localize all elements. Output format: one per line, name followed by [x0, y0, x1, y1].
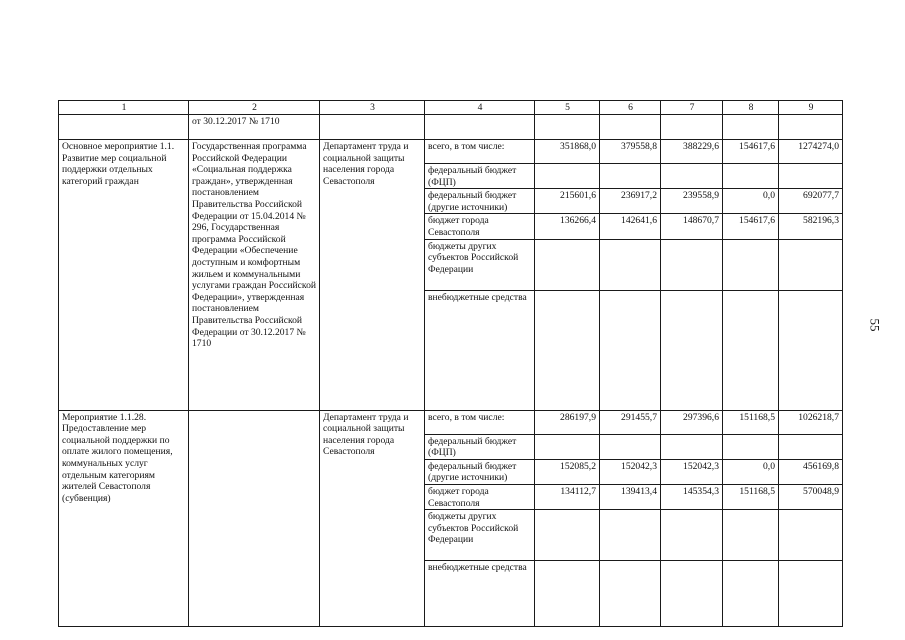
amount-cell: 297396,6: [661, 410, 723, 434]
amount-cell: [723, 434, 779, 459]
amount-cell: [600, 510, 661, 561]
column-number: 7: [661, 101, 723, 115]
amount-cell: [661, 164, 723, 189]
amount-cell: [723, 510, 779, 561]
column-number: 1: [59, 101, 189, 115]
amount-cell: [535, 239, 600, 290]
amount-cell: [600, 434, 661, 459]
amount-cell: [600, 164, 661, 189]
program-block: [59, 410, 843, 627]
column-number: 5: [535, 101, 600, 115]
column-number: 6: [600, 101, 661, 115]
amount-cell: [723, 164, 779, 189]
column-number: 8: [723, 101, 779, 115]
amount-cell: [779, 510, 843, 561]
amount-cell: 456169,8: [779, 459, 843, 484]
column-number: 9: [779, 101, 843, 115]
amount-cell: [779, 290, 843, 410]
amount-cell: [535, 561, 600, 627]
amount-cell: [600, 239, 661, 290]
amount-cell: 215601,6: [535, 189, 600, 214]
column-number: 4: [425, 101, 535, 115]
program-block: [59, 140, 843, 411]
funding-source: бюджет города Севастополя: [425, 214, 535, 239]
amount-cell: 142641,6: [600, 214, 661, 239]
amount-cell: 570048,9: [779, 484, 843, 509]
amount-cell: [535, 510, 600, 561]
amount-cell: 1026218,7: [779, 410, 843, 434]
continued-doc-reference: от 30.12.2017 № 1710: [189, 115, 320, 140]
amount-cell: 145354,3: [661, 484, 723, 509]
executor: Департамент труда и социальной защиты населения города Севастополя: [320, 140, 425, 411]
amount-cell: 0,0: [723, 459, 779, 484]
amount-cell: 0,0: [723, 189, 779, 214]
amount-cell: 152085,2: [535, 459, 600, 484]
amount-cell: [661, 239, 723, 290]
legal-basis: Государственная программа Российской Федерации «Социальная поддержка граждан», утвержденная постановлением Правительства Российской Федерации от 15.04.2014 № 296, Государственная программа Российской Федерации «Обеспечение доступным и комфортным жильем и коммунальными услугами граждан Российской Федерации», утвержденная постановлением Правительства Российской Федерации от 30.12.2017 № 1710: [189, 140, 320, 411]
amount-cell: 151168,5: [723, 484, 779, 509]
amount-cell: 291455,7: [600, 410, 661, 434]
funding-source: бюджет города Севастополя: [425, 484, 535, 509]
funding-source: бюджеты других субъектов Российской Федерации: [425, 239, 535, 290]
amount-cell: 152042,3: [661, 459, 723, 484]
amount-cell: 286197,9: [535, 410, 600, 434]
amount-cell: 134112,7: [535, 484, 600, 509]
amount-cell: [779, 164, 843, 189]
table-row: [59, 140, 843, 164]
amount-cell: 136266,4: [535, 214, 600, 239]
amount-cell: [535, 290, 600, 410]
amount-cell: 379558,8: [600, 140, 661, 164]
amount-cell: [535, 164, 600, 189]
amount-cell: 236917,2: [600, 189, 661, 214]
amount-cell: 154617,6: [723, 140, 779, 164]
funding-source: всего, в том числе:: [425, 410, 535, 434]
amount-cell: 152042,3: [600, 459, 661, 484]
amount-cell: [723, 239, 779, 290]
amount-cell: 692077,7: [779, 189, 843, 214]
amount-cell: [723, 561, 779, 627]
event-name: Мероприятие 1.1.28. Предоставление мер социальной поддержки по оплате жилого помещения, коммунальных услуг отдельным категориям жителей Севастополя (субвенция): [59, 410, 189, 627]
continuation-row: [59, 115, 843, 140]
amount-cell: 154617,6: [723, 214, 779, 239]
amount-cell: [600, 561, 661, 627]
amount-cell: [723, 290, 779, 410]
amount-cell: [779, 434, 843, 459]
page-number: 55: [867, 318, 883, 332]
amount-cell: 388229,6: [661, 140, 723, 164]
legal-basis: [189, 410, 320, 627]
amount-cell: 148670,7: [661, 214, 723, 239]
amount-cell: 351868,0: [535, 140, 600, 164]
budget-table: [58, 100, 843, 627]
funding-source: федеральный бюджет (другие источники): [425, 459, 535, 484]
amount-cell: [661, 561, 723, 627]
amount-cell: 239558,9: [661, 189, 723, 214]
funding-source: внебюджетные средства: [425, 290, 535, 410]
amount-cell: 582196,3: [779, 214, 843, 239]
amount-cell: [661, 290, 723, 410]
column-number: 2: [189, 101, 320, 115]
funding-source: внебюджетные средства: [425, 561, 535, 627]
funding-source: федеральный бюджет (ФЦП): [425, 164, 535, 189]
funding-source: федеральный бюджет (ФЦП): [425, 434, 535, 459]
funding-source: бюджеты других субъектов Российской Федерации: [425, 510, 535, 561]
funding-source: федеральный бюджет (другие источники): [425, 189, 535, 214]
executor: Департамент труда и социальной защиты населения города Севастополя: [320, 410, 425, 627]
event-name: Основное мероприятие 1.1. Развитие мер социальной поддержки отдельных категорий граждан: [59, 140, 189, 411]
table-row: [59, 410, 843, 434]
amount-cell: 151168,5: [723, 410, 779, 434]
amount-cell: [779, 239, 843, 290]
amount-cell: [661, 434, 723, 459]
amount-cell: [535, 434, 600, 459]
amount-cell: 1274274,0: [779, 140, 843, 164]
column-number: 3: [320, 101, 425, 115]
amount-cell: [779, 561, 843, 627]
amount-cell: 139413,4: [600, 484, 661, 509]
column-number-row: [59, 101, 843, 115]
amount-cell: [600, 290, 661, 410]
funding-source: всего, в том числе:: [425, 140, 535, 164]
amount-cell: [661, 510, 723, 561]
